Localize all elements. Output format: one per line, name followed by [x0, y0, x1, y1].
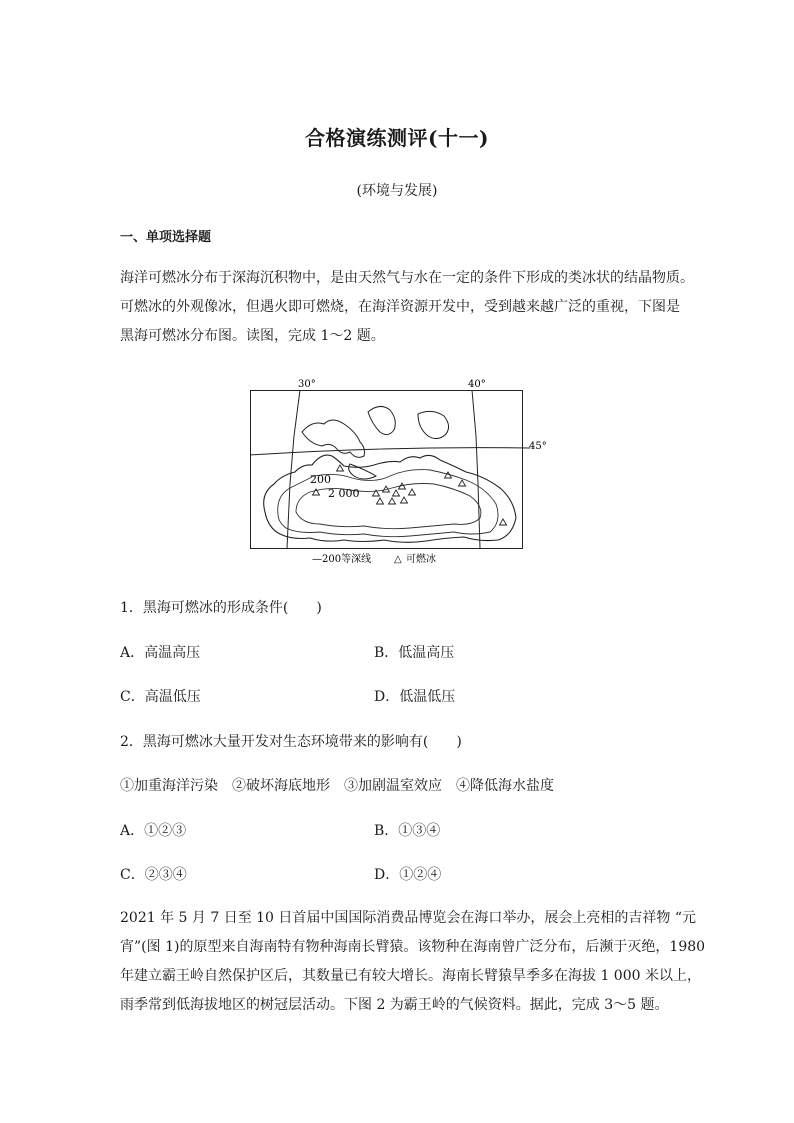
hydrate-marker: [459, 480, 466, 486]
legend-hydrate-symbol: △: [394, 554, 402, 565]
passage-line: 可燃冰的外观像冰，但遇火即可燃烧，在海洋资源开发中，受到越来越广泛的重视，下图是: [120, 299, 680, 315]
question-1-option-c: C．高温低压: [120, 689, 201, 705]
question-2-option-c: C．②③④: [120, 867, 187, 883]
depth-label-2000: 2 000: [328, 487, 360, 500]
crimea-shape: [368, 406, 395, 434]
azov-sea: [418, 411, 449, 438]
hydrate-marker: [389, 498, 396, 504]
passage-1: [120, 264, 694, 351]
passage-line: 宵”(图 1)的原型来自海南特有物种海南长臂猿。该物种在海南曾广泛分布，后濒于灭绝，1980: [120, 939, 706, 955]
meridian-40: [472, 390, 480, 548]
question-1-stem: 1．黑海可燃冰的形成条件( ): [120, 600, 322, 616]
question-1-option-b: B．低温高压: [374, 645, 455, 661]
question-2-stem: 2．黑海可燃冰大量开发对生态环境带来的影响有( ): [120, 734, 462, 750]
parallel-45: [250, 448, 530, 455]
hydrate-marker: [337, 465, 344, 471]
page-title: 合格演练测评(十一): [305, 126, 489, 150]
hydrate-marker: [409, 489, 416, 495]
passage-line: 年建立霸王岭自然保护区后，其数量已有较大增长。海南长臂猿旱季多在海拔 1 000 米以上，: [120, 968, 701, 984]
question-2-items: ①加重海洋污染 ②破坏海底地形 ③加剧温室效应 ④降低海水盐度: [120, 778, 554, 794]
hydrate-marker: [377, 498, 384, 504]
hydrate-marker: [401, 497, 408, 503]
hydrate-marker: [500, 519, 507, 525]
question-2-option-b: B．①③④: [374, 823, 441, 839]
page-subtitle: (环境与发展): [356, 183, 438, 199]
section-heading: 一、单项选择题: [120, 230, 212, 245]
question-1-option-d: D．低温低压: [374, 689, 456, 705]
lat-label-45: 45°: [529, 441, 547, 452]
crimea-peninsula: [349, 464, 376, 479]
lon-label-40: 40°: [468, 379, 486, 390]
passage-line: 黑海可燃冰分布图。读图，完成 1～2 题。: [120, 328, 385, 344]
hydrate-marker: [393, 490, 400, 496]
question-2-option-d: D．①②④: [374, 867, 442, 883]
legend-isobath: —200等深线: [312, 554, 372, 565]
question-2-option-a: A．①②③: [120, 823, 187, 839]
black-sea-map: [240, 372, 550, 570]
passage-line: 2021 年 5 月 7 日至 10 日首届中国国际消费品博览会在海口举办，展会上亮相的吉祥物 “元: [120, 910, 697, 926]
legend-hydrate-label: 可燃冰: [406, 554, 436, 565]
depth-label-200: 200: [310, 473, 331, 486]
lon-label-30: 30°: [298, 379, 316, 390]
passage-line: 海洋可燃冰分布于深海沉积物中，是由天然气与水在一定的条件下形成的类冰状的结晶物质。: [120, 270, 694, 286]
question-1-option-a: A．高温高压: [120, 645, 201, 661]
passage-line: 雨季常到低海拔地区的树冠层活动。下图 2 为霸王岭的气候资料。据此，完成 3～5 题。: [120, 997, 669, 1013]
passage-2: [120, 904, 705, 1020]
